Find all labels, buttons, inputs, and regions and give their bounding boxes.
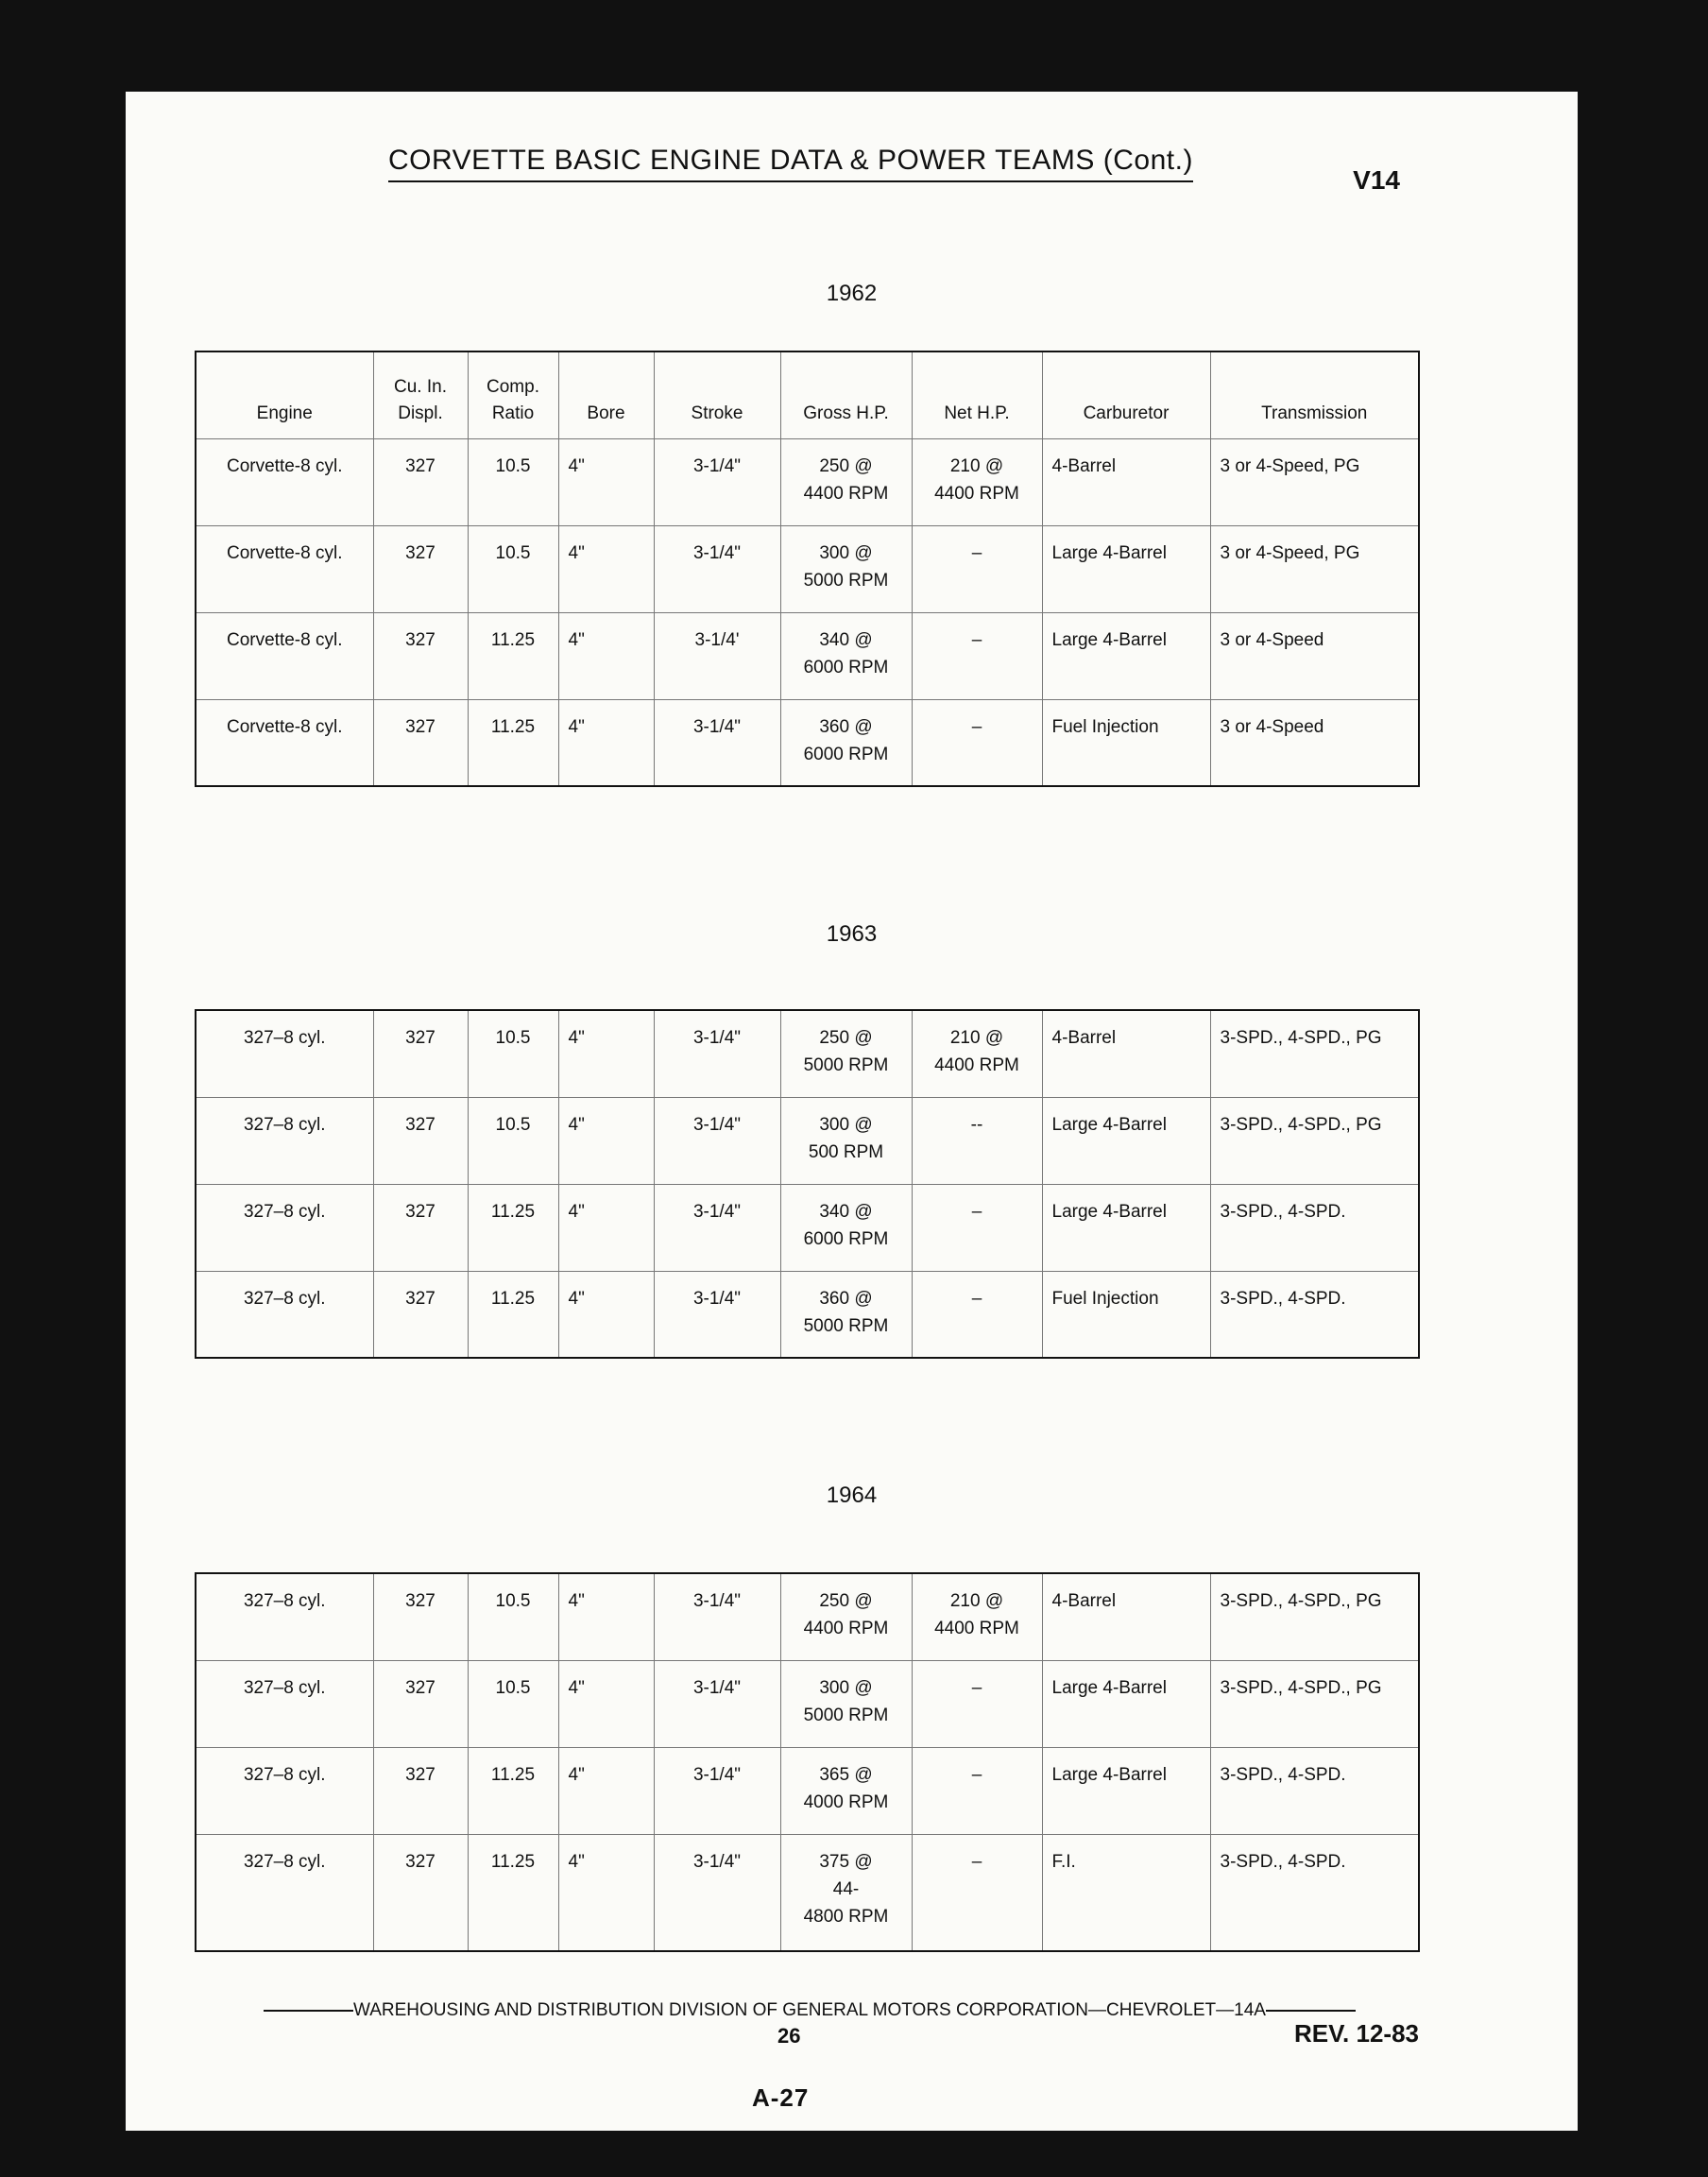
table-cell: 11.25 (468, 1271, 558, 1358)
page-number: 26 (777, 2024, 801, 2048)
table-cell: F.I. (1042, 1834, 1210, 1951)
table-cell: 327 (373, 1271, 468, 1358)
table-cell: 300 @ 500 RPM (780, 1097, 912, 1184)
table-cell: 327 (373, 612, 468, 699)
table-cell: Corvette-8 cyl. (196, 699, 373, 786)
column-header: Transmission (1210, 351, 1419, 438)
table-cell: 10.5 (468, 1010, 558, 1097)
table-cell: – (912, 1271, 1042, 1358)
engine-table-1963 (195, 1009, 1420, 1359)
column-header: Gross H.P. (780, 351, 912, 438)
page-code: V14 (1353, 165, 1400, 195)
table-cell: 3 or 4-Speed, PG (1210, 525, 1419, 612)
footer-rule-right (1266, 2010, 1356, 2012)
table-cell: 327 (373, 1660, 468, 1747)
table-cell: – (912, 1660, 1042, 1747)
section-year-1962: 1962 (826, 281, 878, 306)
table-cell: 4" (558, 525, 654, 612)
table-cell: 4" (558, 1271, 654, 1358)
table-cell: 327 (373, 438, 468, 525)
table-cell: Large 4-Barrel (1042, 1660, 1210, 1747)
table-row (196, 1834, 1419, 1951)
table-cell: 4" (558, 1660, 654, 1747)
table-cell: 4" (558, 1573, 654, 1660)
table-cell: 327–8 cyl. (196, 1660, 373, 1747)
table-row (196, 1097, 1419, 1184)
table-cell: 327–8 cyl. (196, 1097, 373, 1184)
table-cell: 3 or 4-Speed, PG (1210, 438, 1419, 525)
table-cell: 3-1/4" (654, 1573, 780, 1660)
table-cell: 3-1/4" (654, 438, 780, 525)
table-cell: Large 4-Barrel (1042, 1747, 1210, 1834)
table-cell: 327 (373, 1010, 468, 1097)
table-row (196, 525, 1419, 612)
table-cell: 3-1/4" (654, 1271, 780, 1358)
column-header: Bore (558, 351, 654, 438)
table-cell: 3-SPD., 4-SPD. (1210, 1271, 1419, 1358)
table-cell: 10.5 (468, 1660, 558, 1747)
table-cell: 3-SPD., 4-SPD., PG (1210, 1573, 1419, 1660)
page-title: CORVETTE BASIC ENGINE DATA & POWER TEAMS (Cont.) (388, 145, 1193, 182)
table-cell: 327 (373, 699, 468, 786)
footer-rule-left (264, 2010, 353, 2012)
table-row (196, 1184, 1419, 1271)
table-cell: 4" (558, 1747, 654, 1834)
table-cell: 327–8 cyl. (196, 1010, 373, 1097)
table-cell: 327 (373, 1747, 468, 1834)
table-cell: Corvette-8 cyl. (196, 438, 373, 525)
table-cell: 327–8 cyl. (196, 1747, 373, 1834)
section-year-1964: 1964 (826, 1483, 878, 1508)
table-cell: 3-1/4" (654, 1184, 780, 1271)
table-cell: Large 4-Barrel (1042, 1097, 1210, 1184)
column-header: Stroke (654, 351, 780, 438)
section-year-1963: 1963 (826, 921, 878, 947)
table-cell: 3-1/4" (654, 699, 780, 786)
table-cell: 3-1/4" (654, 1660, 780, 1747)
column-header: Cu. In. Displ. (373, 351, 468, 438)
table-cell: Corvette-8 cyl. (196, 525, 373, 612)
table-cell: 4" (558, 438, 654, 525)
table-row (196, 612, 1419, 699)
column-header: Net H.P. (912, 351, 1042, 438)
folio-number: A-27 (752, 2083, 810, 2112)
table-cell: 10.5 (468, 525, 558, 612)
table-cell: 375 @ 44- 4800 RPM (780, 1834, 912, 1951)
table-cell: 4" (558, 1097, 654, 1184)
table-cell: 3-1/4" (654, 1834, 780, 1951)
table-cell: 3-SPD., 4-SPD. (1210, 1184, 1419, 1271)
table-cell: -- (912, 1097, 1042, 1184)
table-cell: 327 (373, 1573, 468, 1660)
table-cell: 327–8 cyl. (196, 1573, 373, 1660)
table-cell: 340 @ 6000 RPM (780, 612, 912, 699)
table-cell: 250 @ 4400 RPM (780, 1573, 912, 1660)
table-cell: 340 @ 6000 RPM (780, 1184, 912, 1271)
table-cell: 3-1/4" (654, 1097, 780, 1184)
table-cell: 300 @ 5000 RPM (780, 525, 912, 612)
table-cell: 3-SPD., 4-SPD., PG (1210, 1097, 1419, 1184)
table-cell: 4" (558, 699, 654, 786)
table-cell: Large 4-Barrel (1042, 525, 1210, 612)
table-cell: Large 4-Barrel (1042, 612, 1210, 699)
table-cell: 210 @ 4400 RPM (912, 1573, 1042, 1660)
table-cell: 327–8 cyl. (196, 1184, 373, 1271)
table-cell: – (912, 612, 1042, 699)
table-cell: Corvette-8 cyl. (196, 612, 373, 699)
table-cell: 4-Barrel (1042, 438, 1210, 525)
column-header: Comp. Ratio (468, 351, 558, 438)
table-cell: 11.25 (468, 1747, 558, 1834)
table-cell: 3-1/4" (654, 1010, 780, 1097)
table-row (196, 1660, 1419, 1747)
table-cell: 4" (558, 612, 654, 699)
table-cell: 11.25 (468, 612, 558, 699)
table-row (196, 438, 1419, 525)
engine-table-1964 (195, 1572, 1420, 1952)
table-cell: 250 @ 4400 RPM (780, 438, 912, 525)
table-cell: 3-SPD., 4-SPD., PG (1210, 1660, 1419, 1747)
table-cell: 11.25 (468, 1184, 558, 1271)
table-cell: 3-SPD., 4-SPD. (1210, 1747, 1419, 1834)
table-cell: 3-SPD., 4-SPD. (1210, 1834, 1419, 1951)
table-cell: 210 @ 4400 RPM (912, 1010, 1042, 1097)
table-cell: – (912, 1747, 1042, 1834)
table-cell: – (912, 1834, 1042, 1951)
table-cell: 4-Barrel (1042, 1010, 1210, 1097)
table-cell: 11.25 (468, 699, 558, 786)
table-row (196, 1010, 1419, 1097)
table-cell: 300 @ 5000 RPM (780, 1660, 912, 1747)
table-cell: 360 @ 5000 RPM (780, 1271, 912, 1358)
table-cell: 3-1/4" (654, 1747, 780, 1834)
table-cell: 10.5 (468, 438, 558, 525)
footer-division: WAREHOUSING AND DISTRIBUTION DIVISION OF GENERAL MOTORS CORPORATION—CHEVROLET—14A (353, 2000, 1266, 2020)
table-cell: Fuel Injection (1042, 1271, 1210, 1358)
revision-date: REV. 12-83 (1293, 2019, 1419, 2048)
footer-division-line (206, 2000, 1413, 2021)
table-cell: 4-Barrel (1042, 1573, 1210, 1660)
table-cell: 327 (373, 525, 468, 612)
table-cell: 3-1/4' (654, 612, 780, 699)
table-cell: 3-SPD., 4-SPD., PG (1210, 1010, 1419, 1097)
table-row (196, 1747, 1419, 1834)
table-cell: – (912, 1184, 1042, 1271)
table-cell: 4" (558, 1010, 654, 1097)
table-cell: 250 @ 5000 RPM (780, 1010, 912, 1097)
table-row (196, 1271, 1419, 1358)
table-cell: – (912, 699, 1042, 786)
table-cell: 3 or 4-Speed (1210, 612, 1419, 699)
table-cell: 3 or 4-Speed (1210, 699, 1419, 786)
table-cell: – (912, 525, 1042, 612)
table-cell: 327–8 cyl. (196, 1834, 373, 1951)
table-cell: 3-1/4" (654, 525, 780, 612)
table-cell: 327 (373, 1834, 468, 1951)
table-cell: 365 @ 4000 RPM (780, 1747, 912, 1834)
table-cell: Fuel Injection (1042, 699, 1210, 786)
table-cell: 327 (373, 1184, 468, 1271)
table-cell: Large 4-Barrel (1042, 1184, 1210, 1271)
table-header-row (196, 351, 1419, 438)
table-cell: 4" (558, 1834, 654, 1951)
table-cell: 327–8 cyl. (196, 1271, 373, 1358)
table-row (196, 699, 1419, 786)
engine-table-1962 (195, 351, 1420, 787)
table-cell: 11.25 (468, 1834, 558, 1951)
table-row (196, 1573, 1419, 1660)
table-cell: 4" (558, 1184, 654, 1271)
table-cell: 10.5 (468, 1573, 558, 1660)
table-cell: 10.5 (468, 1097, 558, 1184)
table-cell: 360 @ 6000 RPM (780, 699, 912, 786)
document-page (126, 92, 1578, 2131)
table-cell: 210 @ 4400 RPM (912, 438, 1042, 525)
column-header: Carburetor (1042, 351, 1210, 438)
column-header: Engine (196, 351, 373, 438)
table-cell: 327 (373, 1097, 468, 1184)
